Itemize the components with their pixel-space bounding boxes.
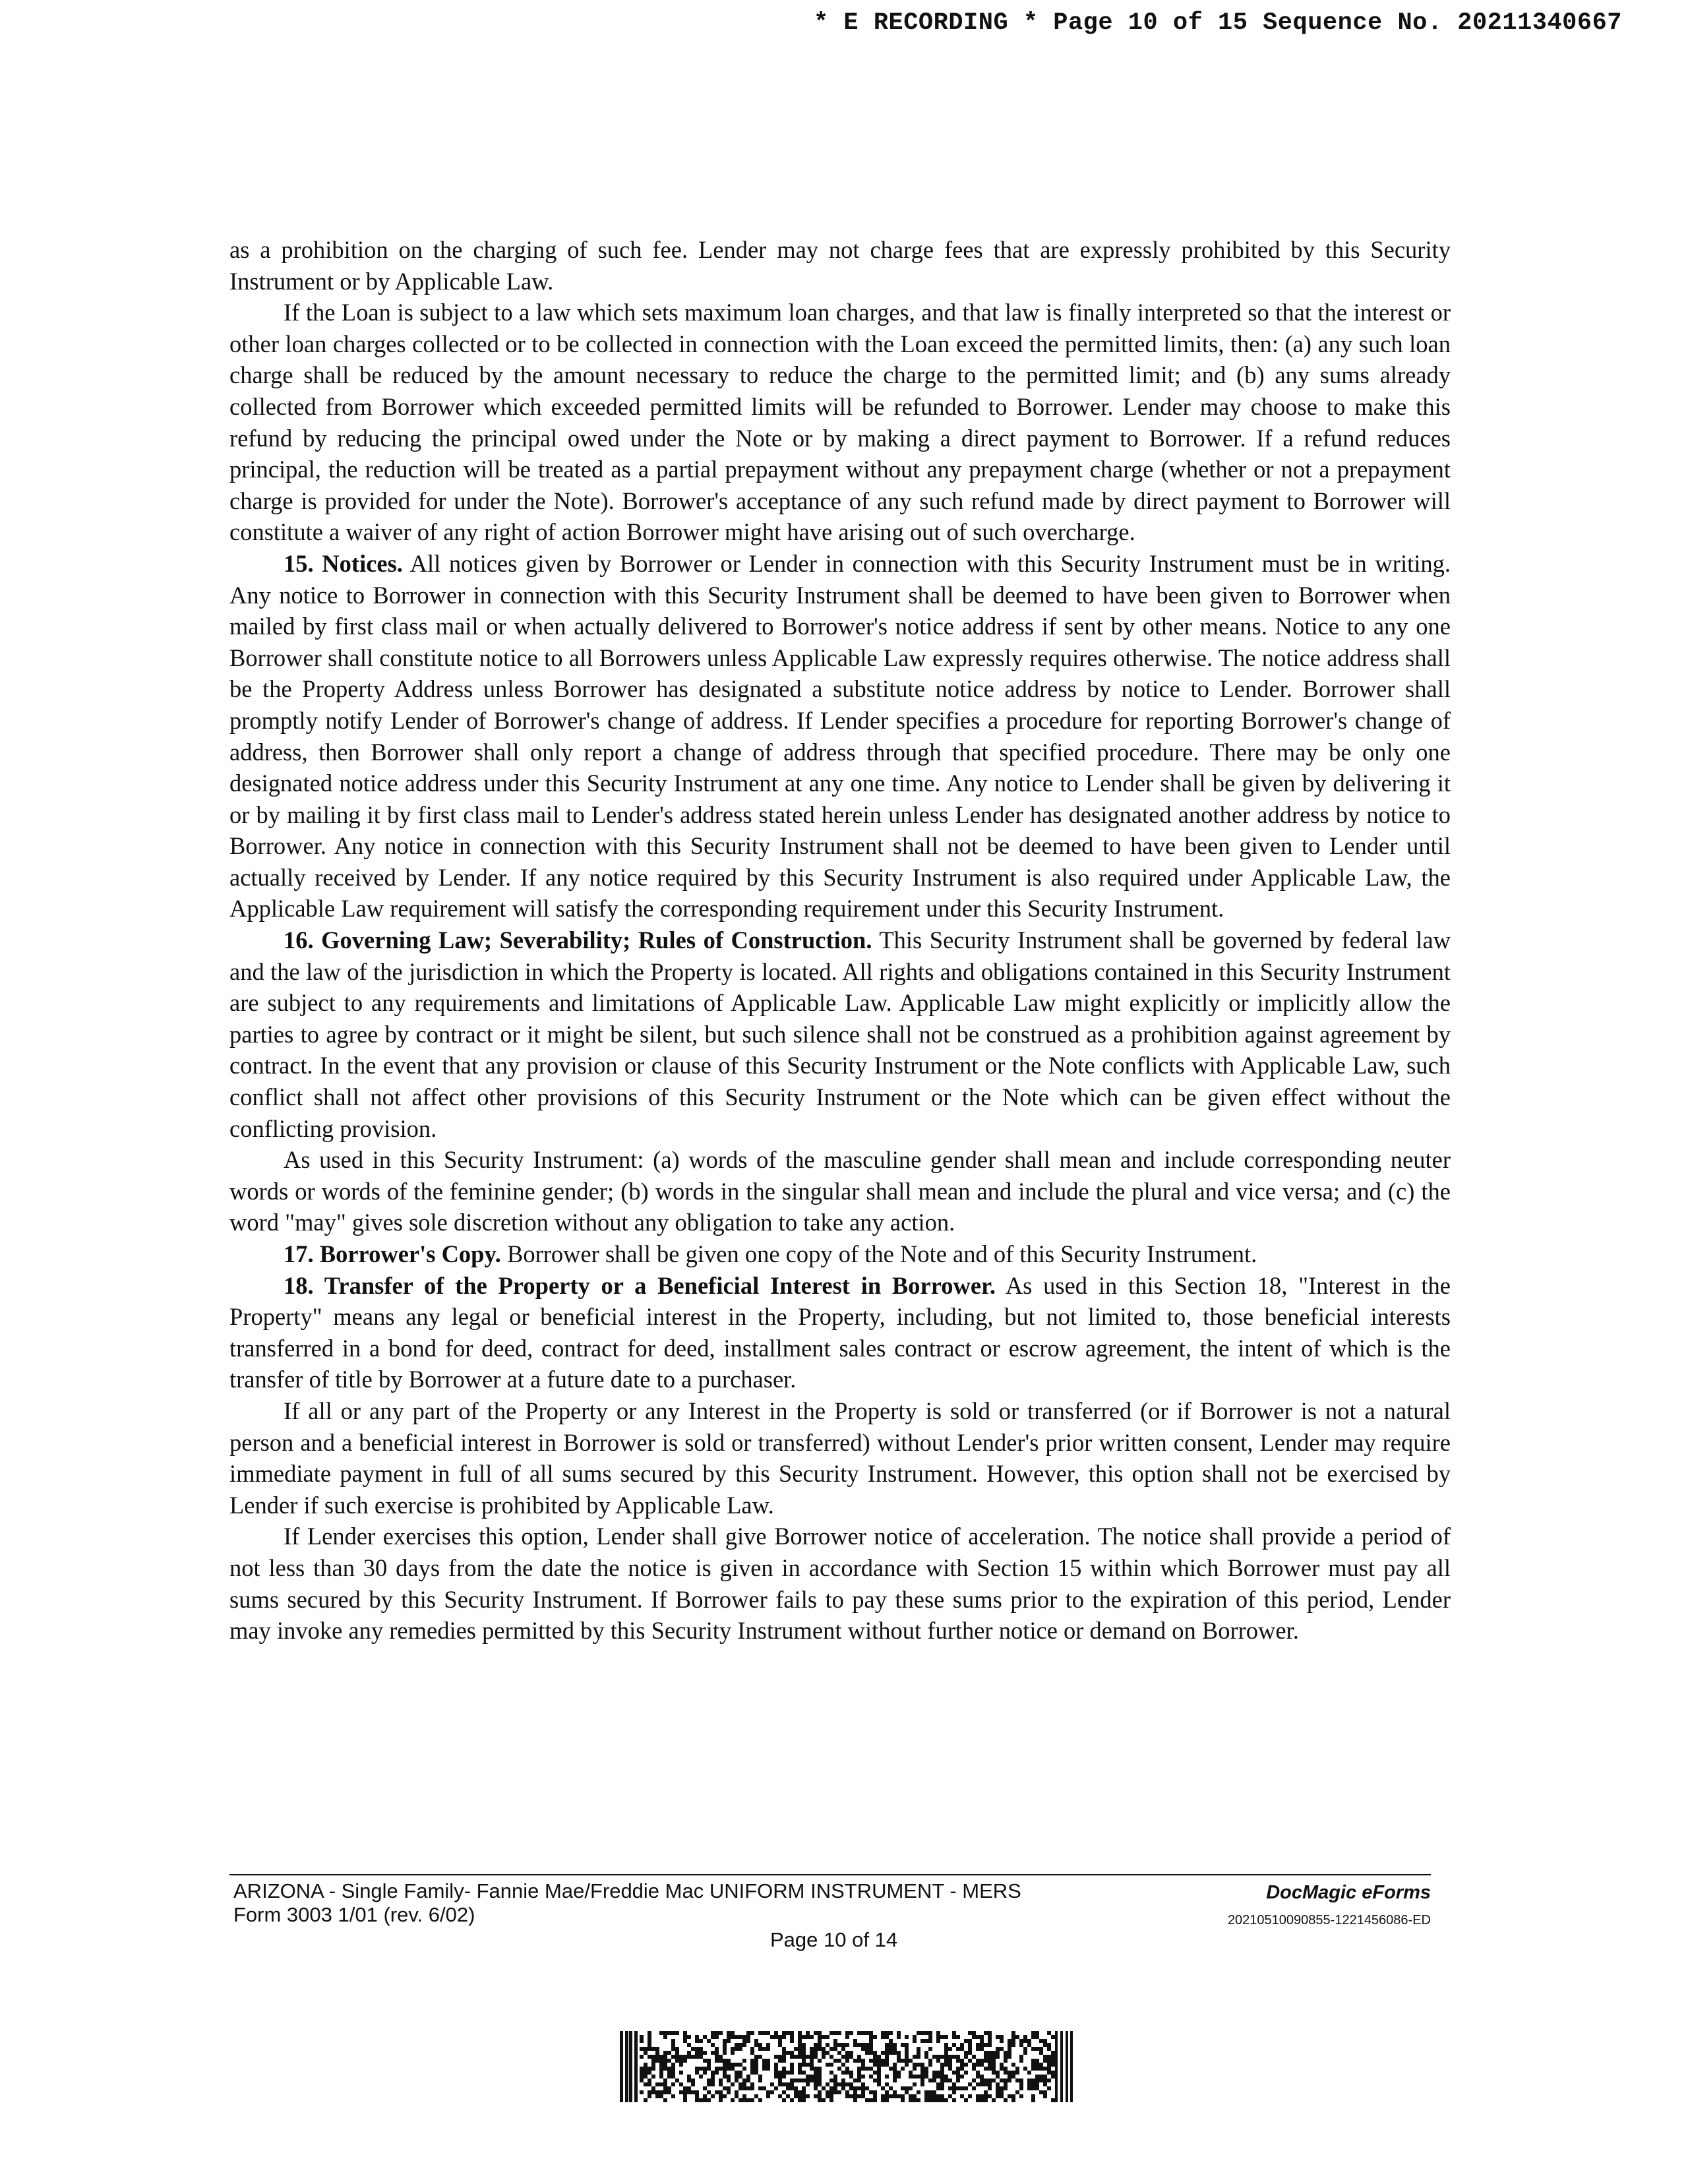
paragraph-1 <box>229 234 1451 297</box>
paragraph-text: Borrower shall be given one copy of the Note and of this Security Instrument. <box>506 1240 1257 1267</box>
paragraph-text: as a prohibition on the charging of such fee. Lender may not charge fees that are expressly prohibited by this Security Instrument or by Applicable Law. <box>229 236 1451 295</box>
footer-form-line-2: Form 3003 1/01 (rev. 6/02) <box>233 1903 475 1926</box>
footer-form-line-1: ARIZONA - Single Family- Fannie Mae/Freddie Mac UNIFORM INSTRUMENT - MERS <box>233 1879 1021 1902</box>
footer-brand-logo: DocMagic eForms <box>1266 1882 1431 1903</box>
document-body <box>229 234 1451 1647</box>
paragraph-text: All notices given by Borrower or Lender in connection with this Security Instrument must be in writing. Any notice to Borrower in connection with this Security Instrument shall be deemed to have been given to Borrower when mailed by first class mail or when actually delivered to Borrower's notice address if sent by other means. Notice to any one Borrower shall constitute notice to all Borrowers unless Applicable Law expressly requires otherwise. The notice address shall be the Property Address unless Borrower has designated a substitute notice address by notice to Lender. Borrower shall promptly notify Lender of Borrower's change of address. If Lender specifies a procedure for reporting Borrower's change of address, then Borrower shall only report a change of address through that specified procedure. There may be only one designated notice address under this Security Instrument at any one time. Any notice to Lender shall be given by delivering it or by mailing it by first class mail to Lender's address stated herein unless Lender has designated another address by notice to Borrower. Any notice in connection with this Security Instrument shall not be deemed to have been given to Lender until actually received by Lender. If any notice required by this Security Instrument is also required under Applicable Law, the Applicable Law requirement will satisfy the corresponding requirement under this Security Instrument. <box>229 549 1451 923</box>
paragraph-8 <box>229 1395 1451 1521</box>
section-heading: 17. Borrower's Copy. <box>284 1240 501 1267</box>
section-17-borrowers-copy <box>229 1238 1451 1270</box>
paragraph-text: If all or any part of the Property or any Interest in the Property is sold or transferred (or if Borrower is not a natural person and a beneficial interest in Borrower is sold or transferred) without Lender's prior written consent, Lender may require immediate payment in full of all sums secured by this Security Instrument. However, this option shall not be exercised by Lender if such exercise is prohibited by Applicable Law. <box>229 1397 1451 1519</box>
barcode-icon <box>620 2031 1073 2102</box>
paragraph-text: As used in this Section 18, "Interest in the Property" means any legal or beneficial interest in the Property, including, but not limited to, those beneficial interests transferred in a bond for deed, contract for deed, installment sales contract or escrow agreement, the intent of which is the transfer of title by Borrower at a future date to a purchaser. <box>229 1271 1451 1393</box>
section-heading: 18. Transfer of the Property or a Beneficial Interest in Borrower. <box>284 1271 996 1299</box>
section-18-transfer <box>229 1270 1451 1395</box>
section-15-notices <box>229 548 1451 925</box>
paragraph-5 <box>229 1144 1451 1238</box>
recording-header: * E RECORDING * Page 10 of 15 Sequence No. 20211340667 <box>814 9 1622 37</box>
section-heading: 16. Governing Law; Severability; Rules of Construction. <box>284 926 872 954</box>
paragraph-2 <box>229 297 1451 548</box>
footer-divider <box>229 1874 1431 1875</box>
footer-page-number: Page 10 of 14 <box>770 1928 898 1951</box>
footer-form-info <box>233 1879 1021 1927</box>
paragraph-text: If Lender exercises this option, Lender shall give Borrower notice of acceleration. The notice shall provide a period of not less than 30 days from the date the notice is given in accordance with Section 15 within which Borrower must pay all sums secured by this Security Instrument. If Borrower fails to pay these sums prior to the expiration of this period, Lender may invoke any remedies permitted by this Security Instrument without further notice or demand on Borrower. <box>229 1523 1451 1645</box>
paragraph-text: As used in this Security Instrument: (a) words of the masculine gender shall mean and include corresponding neuter words or words of the feminine gender; (b) words in the singular shall mean and include the plural and vice versa; and (c) the word "may" gives sole discretion without any obligation to take any action. <box>229 1146 1451 1236</box>
section-heading: 15. Notices. <box>284 549 403 577</box>
paragraph-9 <box>229 1521 1451 1646</box>
section-16-governing-law <box>229 925 1451 1144</box>
paragraph-text: If the Loan is subject to a law which sets maximum loan charges, and that law is finally interpreted so that the interest or other loan charges collected or to be collected in connection with the Loan exceed the permitted limits, then: (a) any such loan charge shall be reduced by the amount necessary to reduce the charge to the permitted limit; and (b) any sums already collected from Borrower which exceeded permitted limits will be refunded to Borrower. Lender may choose to make this refund by reducing the principal owed under the Note or by making a direct payment to Borrower. If a refund reduces principal, the reduction will be treated as a partial prepayment without any prepayment charge (whether or not a prepayment charge is provided for under the Note). Borrower's acceptance of any such refund made by direct payment to Borrower will constitute a waiver of any right of action Borrower might have arising out of such overcharge. <box>229 299 1451 546</box>
paragraph-text: This Security Instrument shall be governed by federal law and the law of the jurisdiction in which the Property is located. All rights and obligations contained in this Security Instrument are subject to any requirements and limitations of Applicable Law. Applicable Law might explicitly or implicitly allow the parties to agree by contract or it might be silent, but such silence shall not be construed as a prohibition against agreement by contract. In the event that any provision or clause of this Security Instrument or the Note conflicts with Applicable Law, such conflict shall not affect other provisions of this Security Instrument or the Note which can be given effect without the conflicting provision. <box>229 926 1451 1142</box>
footer-document-id: 20210510090855-1221456086-ED <box>1227 1913 1431 1927</box>
